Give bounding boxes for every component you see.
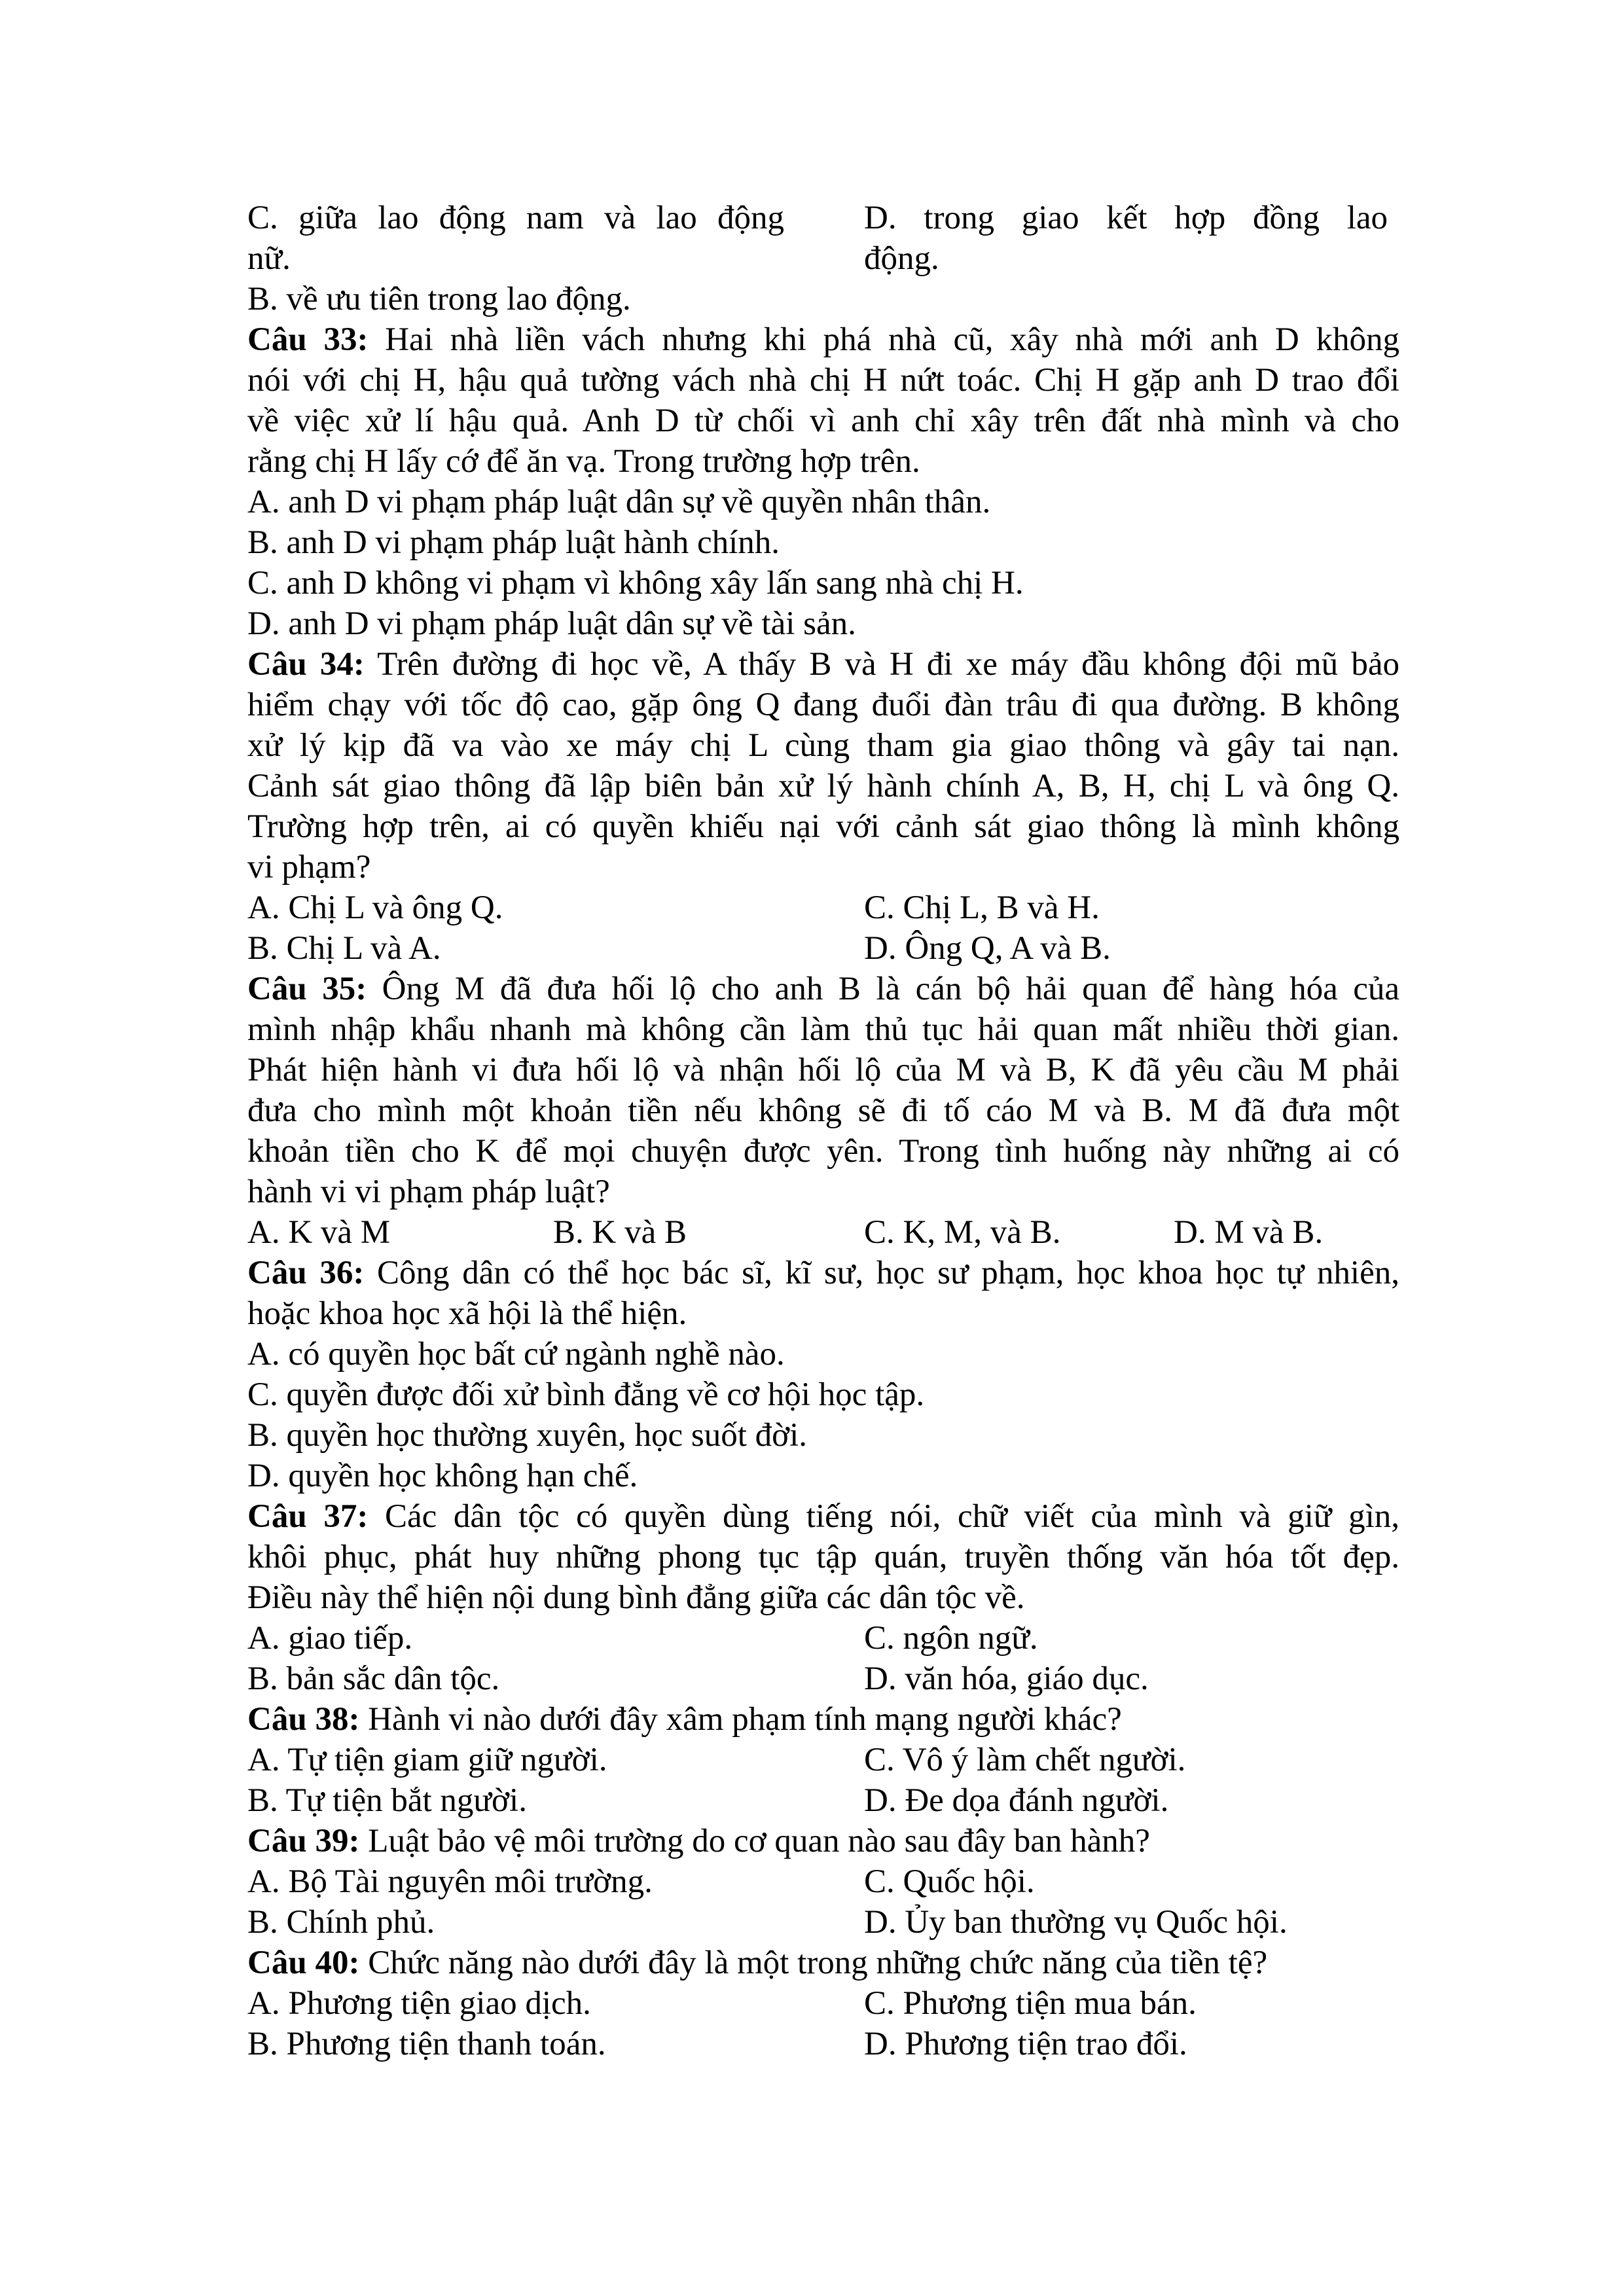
q36-option-d: D. quyền học không hạn chế. [247,1458,638,1494]
q34-line3: xử lý kịp đã va vào xe máy chị L cùng tham gia giao thông và gây tai nạn. [247,727,1399,764]
q33-option-b: B. anh D vi phạm pháp luật hành chính. [247,524,780,561]
q40-option-a: A. Phương tiện giao dịch. [247,1985,591,2022]
q34-label: Câu 34: [247,646,365,683]
q36-option-b: B. quyền học thường xuyên, học suốt đời. [247,1417,807,1454]
q34-option-c: C. Chị L, B và H. [864,889,1100,926]
q38-option-b: B. Tự tiện bắt người. [247,1782,527,1819]
q33-option-a: A. anh D vi phạm pháp luật dân sự về quyền nhân thân. [247,484,991,520]
q38-option-d: D. Đe dọa đánh người. [864,1782,1169,1819]
prev-option-b: B. về ưu tiên trong lao động. [247,281,631,317]
prev-option-d-line2: động. [864,240,939,277]
q37-option-b: B. bản sắc dân tộc. [247,1660,500,1697]
q38-option-c: C. Vô ý làm chết người. [864,1742,1186,1778]
q36-label: Câu 36: [247,1255,365,1291]
q36-line1: Câu 36: Công dân có thể học bác sĩ, kĩ sư, học sư phạm, học khoa học tự nhiên, [247,1255,1399,1291]
q35-line3: Phát hiện hành vi đưa hối lộ và nhận hối lộ của M và B, K đã yêu cầu M phải [247,1052,1399,1088]
q39-option-a: A. Bộ Tài nguyên môi trường. [247,1863,653,1900]
q35-option-c: C. K, M, và B. [864,1214,1061,1251]
q36-option-a: A. có quyền học bất cứ ngành nghề nào. [247,1336,785,1372]
q40-line1: Câu 40: Chức năng nào dưới đây là một trong những chức năng của tiền tệ? [247,1945,1268,1981]
q33-label: Câu 33: [247,321,369,358]
q37-label: Câu 37: [247,1498,369,1535]
prev-option-c-line1: C. giữa lao động nam và lao động [247,200,784,236]
q40-option-d: D. Phương tiện trao đổi. [864,2026,1187,2062]
q38-label: Câu 38: [247,1701,360,1738]
q40-option-b: B. Phương tiện thanh toán. [247,2026,606,2062]
q39-option-d: D. Ủy ban thường vụ Quốc hội. [864,1904,1288,1941]
q37-line1: Câu 37: Các dân tộc có quyền dùng tiếng nói, chữ viết của mình và giữ gìn, [247,1498,1399,1535]
q35-line6: hành vi vi phạm pháp luật? [247,1174,610,1210]
q34-line6: vi phạm? [247,849,371,886]
q36-line2: hoặc khoa học xã hội là thể hiện. [247,1295,687,1332]
q34-option-a: A. Chị L và ông Q. [247,889,503,926]
q39-option-b: B. Chính phủ. [247,1904,435,1941]
q33-option-c: C. anh D không vi phạm vì không xây lấn sang nhà chị H. [247,565,1024,601]
q33-option-d: D. anh D vi phạm pháp luật dân sự về tài sản. [247,605,856,642]
q34-line4: Cảnh sát giao thông đã lập biên bản xử lý hành chính A, B, H, chị L và ông Q. [247,768,1399,804]
q33-line4: rằng chị H lấy cớ để ăn vạ. Trong trường hợp trên. [247,443,920,480]
q37-line3: Điều này thể hiện nội dung bình đẳng giữa các dân tộc về. [247,1579,1025,1616]
q35-line5: khoản tiền cho K để mọi chuyện được yên. Trong tình huống này những ai có [247,1133,1399,1170]
q35-line2: mình nhập khẩu nhanh mà không cần làm thủ tục hải quan mất nhiều thời gian. [247,1011,1399,1048]
q35-option-a: A. K và M [247,1214,391,1251]
q35-label: Câu 35: [247,971,367,1007]
q35-option-d: D. M và B. [1174,1214,1324,1251]
q36-option-c: C. quyền được đối xử bình đẳng về cơ hội học tập. [247,1376,925,1413]
q34-option-b: B. Chị L và A. [247,930,441,967]
q34-option-d: D. Ông Q, A và B. [864,930,1111,967]
q35-option-b: B. K và B [553,1214,687,1251]
q33-line1: Câu 33: Hai nhà liền vách nhưng khi phá nhà cũ, xây nhà mới anh D không [247,321,1399,358]
q37-line2: khôi phục, phát huy những phong tục tập quán, truyền thống văn hóa tốt đẹp. [247,1539,1399,1575]
q34-line5: Trường hợp trên, ai có quyền khiếu nại với cảnh sát giao thông là mình không [247,808,1399,845]
q37-option-c: C. ngôn ngữ. [864,1620,1038,1657]
q33-line2: nói với chị H, hậu quả tường vách nhà chị H nứt toác. Chị H gặp anh D trao đổi [247,362,1399,399]
q40-label: Câu 40: [247,1945,360,1981]
q35-line4: đưa cho mình một khoản tiền nếu không sẽ đi tố cáo M và B. M đã đưa một [247,1092,1399,1129]
prev-option-c-line2: nữ. [247,240,291,277]
q34-line1: Câu 34: Trên đường đi học về, A thấy B và H đi xe máy đầu không đội mũ bảo [247,646,1399,683]
q38-option-a: A. Tự tiện giam giữ người. [247,1742,607,1778]
q39-line1: Câu 39: Luật bảo vệ môi trường do cơ quan nào sau đây ban hành? [247,1823,1150,1859]
q39-option-c: C. Quốc hội. [864,1863,1035,1900]
q37-option-a: A. giao tiếp. [247,1620,413,1657]
q34-line2: hiểm chạy với tốc độ cao, gặp ông Q đang đuổi đàn trâu đi qua đường. B không [247,687,1399,723]
q33-line3: về việc xử lí hậu quả. Anh D từ chối vì anh chỉ xây trên đất nhà mình và cho [247,403,1399,439]
prev-option-d-line1: D. trong giao kết hợp đồng lao [864,200,1388,236]
q37-option-d: D. văn hóa, giáo dục. [864,1660,1149,1697]
q35-line1: Câu 35: Ông M đã đưa hối lộ cho anh B là cán bộ hải quan để hàng hóa của [247,971,1400,1007]
q40-option-c: C. Phương tiện mua bán. [864,1985,1197,2022]
q39-label: Câu 39: [247,1823,360,1859]
q38-line1: Câu 38: Hành vi nào dưới đây xâm phạm tính mạng người khác? [247,1701,1122,1738]
